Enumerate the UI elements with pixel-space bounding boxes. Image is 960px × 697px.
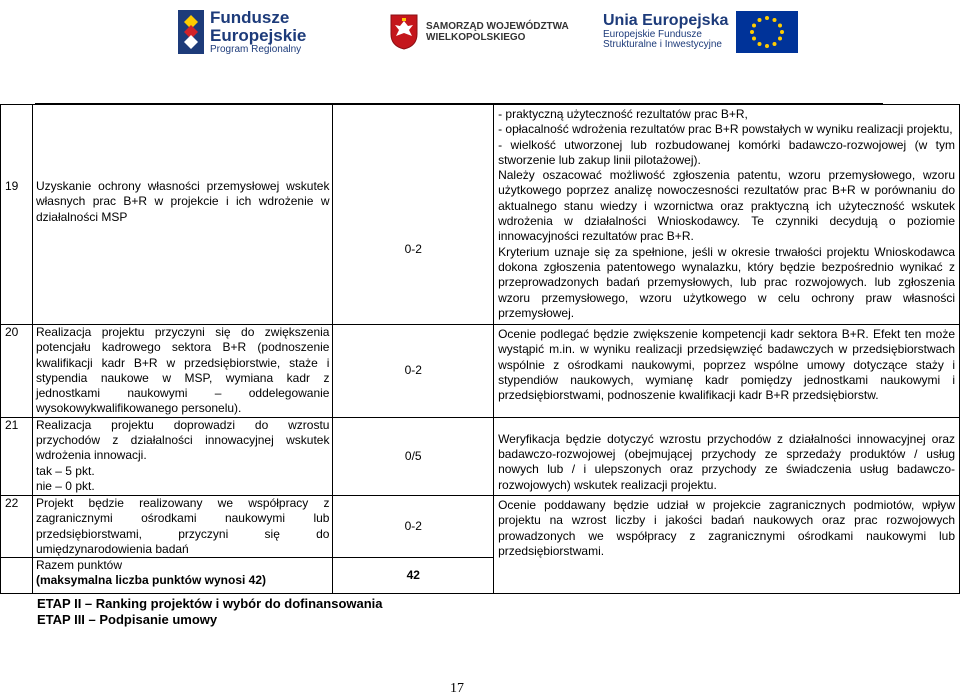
total-number-cell xyxy=(1,558,33,594)
previous-row-description: - praktyczną użyteczność rezultatów prac B+R, - opłacalność wdrożenia rezultatów prac B+R powstałych w wyniku realizacji projektu, - wielkość utworzonej lub rozbudowanej komórki badawczo-rozwojowej (w tym stworzenie lub zakup linii pilotażowej). xyxy=(498,107,955,167)
table-row-19 xyxy=(1,105,960,325)
wielkopolska-logo xyxy=(390,6,569,58)
total-points: 42 xyxy=(333,558,494,594)
points-range: 0/5 xyxy=(333,417,494,495)
row-number: 19 xyxy=(1,105,33,325)
criterion-cell xyxy=(32,417,333,495)
wp-logo-line1: SAMORZĄD WOJEWÓDZTWA xyxy=(426,20,569,32)
fundusze-europejskie-logo xyxy=(178,6,306,58)
criterion-text: Realizacja projektu doprowadzi do wzrostu przychodów z działalności innowacyjnej wskutek wdrożenia innowacji. xyxy=(35,417,330,463)
criterion-option-no: nie – 0 pkt. xyxy=(35,478,95,493)
points-range: 0-2 xyxy=(333,495,494,557)
eagle-crest-icon xyxy=(390,14,418,50)
criterion-text: Projekt będzie realizowany we współpracy z zagranicznymi ośrodkami naukowymi lub przedsiębiorstwami, przyczyni się do umiędzynarodowienia badań xyxy=(32,495,333,557)
criterion-description: Weryfikacja będzie dotyczyć wzrostu przychodów z działalności innowacyjnej oraz badawczo-rozwojowej (obejmującej przychody ze sprzedaży produktów / usług nowych lub / i ulepszonych oraz przychody ze świadczenia usług badawczo-rozwojowych) wskutek realizacji projektu. xyxy=(494,417,960,495)
total-sublabel: (maksymalna liczba punktów wynosi 42) xyxy=(35,573,267,588)
row-19-description: Należy oszacować możliwość zgłoszenia patentu, wzoru przemysłowego, wzoru użytkowego poprzez analizę nowoczesności rezultatów prac B+R w porównaniu do aktualnego stanu wiedzy i wzornictwa oraz praktyczną ich użyteczność wskutek wdrożenia w działalności Wnioskodawcy. Te czynniki decydują o poziomie innowacyjności rezultatów prac B+R. Kryterium uznaje się za spełnione, jeśli w okresie trwałości projektu Wnioskodawca dokona zgłoszenia patentowego wynalazku, który będzie bezpośrednio wynikać z przeprowadzonych badań przemysłowych, lub prac rozwojowych. lub zgłoszenia wzoru przemysłowego, wzoru użytkowego w celu ochrony praw własności przemysłowej. xyxy=(498,168,955,320)
table-row-21 xyxy=(1,417,960,495)
table-row-20 xyxy=(1,325,960,418)
fe-star-icon xyxy=(178,10,204,54)
criterion-option-yes: tak – 5 pkt. xyxy=(35,463,95,478)
criterion-description: Ocenie podlegać będzie zwiększenie kompetencji kadr sektora B+R. Efekt ten może wystąpić m.in. w wyniku realizacji przedsięwzięć badawczych w przedsiębiorstwach wspólnie z ośrodkami naukowymi, poprzez wspólne umowy dotyczące staży i stypendiów naukowych, wymianę kadr pomiędzy jednostkami naukowymi i przedsiębiorstwami, podnoszenie kwalifikacji kadr B+R przedsiębiorstw. xyxy=(494,325,960,418)
etap-2-heading: ETAP II – Ranking projektów i wybór do dofinansowania xyxy=(37,596,383,611)
criterion-text: Uzyskanie ochrony własności przemysłowej wskutek własnych prac B+R w projekcie i ich wdrożenie w działalności MSP xyxy=(32,105,333,325)
row-number: 20 xyxy=(1,325,33,418)
fe-logo-line1: Fundusze xyxy=(210,7,290,27)
fe-logo-line2: Europejskie xyxy=(210,25,307,45)
wp-logo-line2: WIELKOPOLSKIEGO xyxy=(426,32,526,43)
points-range: 0-2 xyxy=(333,105,494,325)
table-row-22 xyxy=(1,495,960,557)
row-number: 22 xyxy=(1,495,33,557)
points-range: 0-2 xyxy=(333,325,494,418)
unia-europejska-logo xyxy=(603,6,798,58)
criterion-description xyxy=(494,105,960,325)
row-number: 21 xyxy=(1,417,33,495)
fe-logo-line3: Program Regionalny xyxy=(210,43,302,55)
total-label-cell xyxy=(32,558,333,594)
ue-logo-line2: Europejskie Fundusze xyxy=(603,28,702,40)
ue-logo-line3: Strukturalne i Inwestycyjne xyxy=(603,39,722,51)
eu-flag-icon xyxy=(736,11,798,53)
ue-logo-line1: Unia Europejska xyxy=(603,12,729,30)
criteria-table xyxy=(0,104,960,594)
criterion-description: Ocenie poddawany będzie udział w projekcie zagranicznych podmiotów, wpływ projektu na wzrost liczby i jakości badań naukowych oraz prac rozwojowych prowadzonych we współpracy z zagranicznymi ośrodkami naukowymi lub przedsiębiorstwami. xyxy=(494,495,960,593)
criterion-text: Realizacja projektu przyczyni się do zwiększenia potencjału kadrowego sektora B+R (podnoszenie kwalifikacji kadr B+R w przedsiębiorstwie, staże i stypendia naukowe w MSP, wymiana kadr z jednostkami naukowymi – oddelegowanie wysokowykwalifikowanego personelu). xyxy=(32,325,333,418)
etap-3-heading: ETAP III – Podpisanie umowy xyxy=(37,612,218,627)
logo-header xyxy=(0,0,960,66)
page-number: 17 xyxy=(450,681,464,696)
total-label: Razem punktów xyxy=(35,558,122,573)
